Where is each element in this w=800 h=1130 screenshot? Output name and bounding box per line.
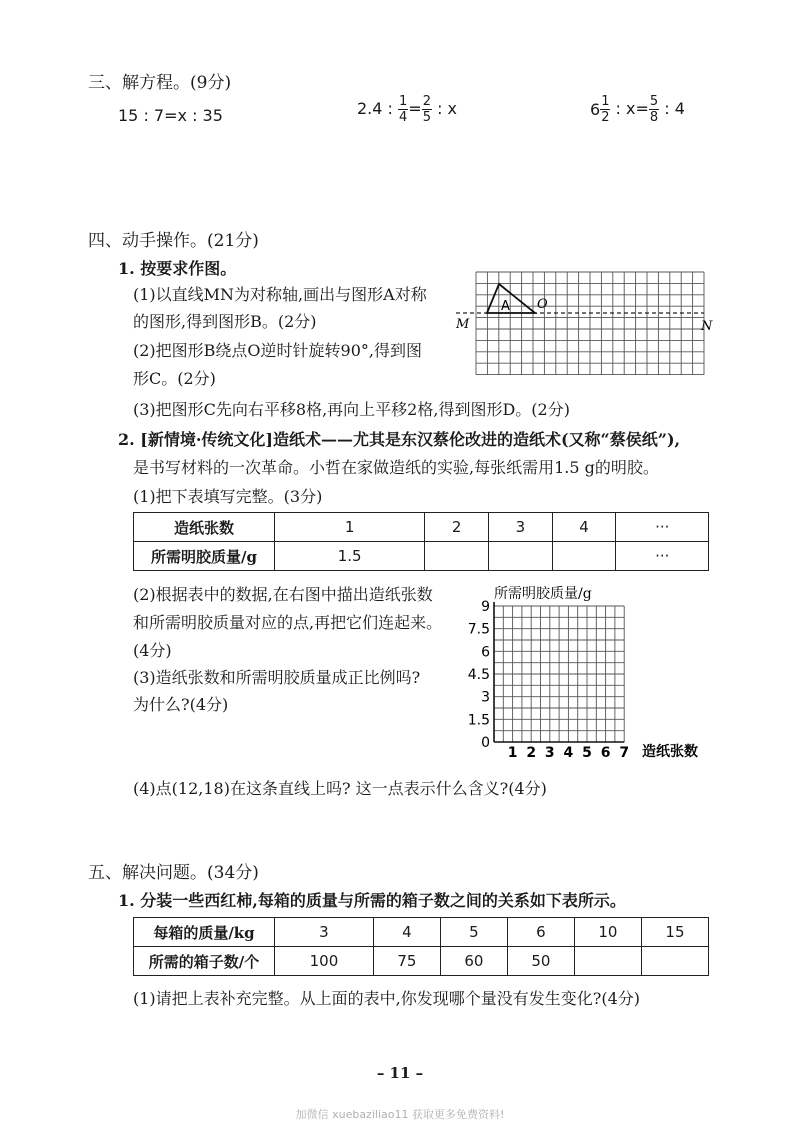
section-3-title: 三、解方程。(9分) [88,73,232,93]
table-cell: 3 [488,513,552,542]
table-cell: 1 [275,513,425,542]
symmetry-grid [454,270,714,382]
chart-y-tick-label: 6 [481,644,490,661]
table-cell: 6 [507,918,574,947]
table-cell: ··· [616,513,709,542]
table-row [134,918,709,947]
chart-x-tick-label: 1 [507,745,518,761]
q5-1-head: 1. 分装一些西红柿,每箱的质量与所需的箱子数之间的关系如下表所示。 [118,891,626,910]
page-number: – 11 – [376,1064,424,1082]
chart-x-tick-label: 6 [600,745,611,761]
table-row [134,947,709,976]
chart-y-tick-label: 4.5 [467,667,490,683]
table-cell: 100 [275,947,374,976]
table-cell[interactable] [488,542,552,571]
figure-a-triangle [487,284,535,313]
q5-1-part1: (1)请把上表补充完整。从上面的表中,你发现哪个量没有发生变化?(4分) [133,989,640,1008]
equation-3: 6 $\frac{1}{2}$ : x= $\frac{5}{8}$ : 4 [590,94,685,125]
chart-y-axis-label: 所需明胶质量/g [494,586,592,602]
table-cell: 2 [425,513,489,542]
chart-y-tick-label: 9 [481,599,490,615]
label-m: M [456,317,470,332]
table-cell: 4 [373,918,440,947]
glue-chart [460,582,720,767]
table-cell: 3 [275,918,374,947]
table-cell: 5 [440,918,507,947]
table-cell[interactable] [425,542,489,571]
table-cell: 75 [373,947,440,976]
chart-x-tick-label: 3 [544,745,555,761]
chart-y-tick-label: 1.5 [467,712,490,729]
chart-x-axis-label: 造纸张数 [642,744,698,760]
q4-1-part1-line2: 的图形,得到图形B。(2分) [133,312,317,331]
q4-1-part3: (3)把图形C先向右平移8格,再向上平移2格,得到图形D。(2分) [133,400,570,419]
table-header-cell: 所需的箱子数/个 [134,947,275,976]
table-cell: 10 [574,918,641,947]
chart-y-tick-label: 0 [481,735,490,751]
q4-2-part2-line3: (4分) [133,641,172,660]
chart-x-tick-label: 4 [563,745,574,761]
table-header-cell: 所需明胶质量/g [134,542,275,571]
q4-1-part1-line1: (1)以直线MN为对称轴,画出与图形A对称 [133,285,427,304]
q4-2-head-line1: 2. [新情境·传统文化]造纸术——尤其是东汉蔡伦改进的造纸术(又称“蔡侯纸”), [118,430,681,449]
question-4-1-head: 1. 按要求作图。 [118,259,237,278]
section-5-title: 五、解决问题。(34分) [88,863,259,883]
chart-y-tick-label: 7.5 [467,621,490,638]
table-row [134,542,709,571]
table-cell: 4 [552,513,616,542]
table-row [134,513,709,542]
chart-x-tick-label: 2 [526,745,537,761]
label-o: O [537,297,548,312]
q4-2-part3-line2: 为什么?(4分) [133,695,229,714]
grid-lines [476,272,704,375]
equation-1: 15 : 7=x : 35 [118,106,223,125]
chart-x-tick-label: 7 [619,745,630,761]
footer-watermark: 加微信 xuebaziliao11 获取更多免费资料! [295,1108,505,1121]
q4-2-part1: (1)把下表填写完整。(3分) [133,487,323,506]
equation-2: 2.4 : $\frac{1}{4}$ = $\frac{2}{5}$ : x [357,94,458,125]
table-cell: 50 [507,947,574,976]
chart-x-tick-label: 5 [582,745,592,761]
table-header-cell: 造纸张数 [134,513,275,542]
q4-1-part2-line1: (2)把图形B绕点O逆时针旋转90°,得到图 [133,341,422,360]
table-header-cell: 每箱的质量/kg [134,918,275,947]
table-cell[interactable] [574,947,641,976]
q4-2-part3-line1: (3)造纸张数和所需明胶质量成正比例吗? [133,668,421,687]
label-a: A [501,299,510,314]
q4-2-part2-line1: (2)根据表中的数据,在右图中描出造纸张数 [133,585,433,604]
table-cell: 60 [440,947,507,976]
tomato-box-table [133,917,709,976]
table-cell[interactable] [552,542,616,571]
table-cell: 15 [641,918,708,947]
label-n: N [701,319,713,334]
q4-1-part2-line2: 形C。(2分) [133,369,216,388]
chart-y-tick-label: 3 [481,689,490,706]
section-4-title: 四、动手操作。(21分) [88,231,259,251]
q4-2-head-line2: 是书写材料的一次革命。小哲在家做造纸的实验,每张纸需用1.5 g的明胶。 [133,458,659,477]
paper-glue-table [133,512,709,571]
table-cell: 1.5 [275,542,425,571]
q4-2-part4: (4)点(12,18)在这条直线上吗? 这一点表示什么含义?(4分) [133,779,547,798]
q4-2-part2-line2: 和所需明胶质量对应的点,再把它们连起来。 [133,613,443,632]
table-cell: ··· [616,542,709,571]
table-cell[interactable] [641,947,708,976]
